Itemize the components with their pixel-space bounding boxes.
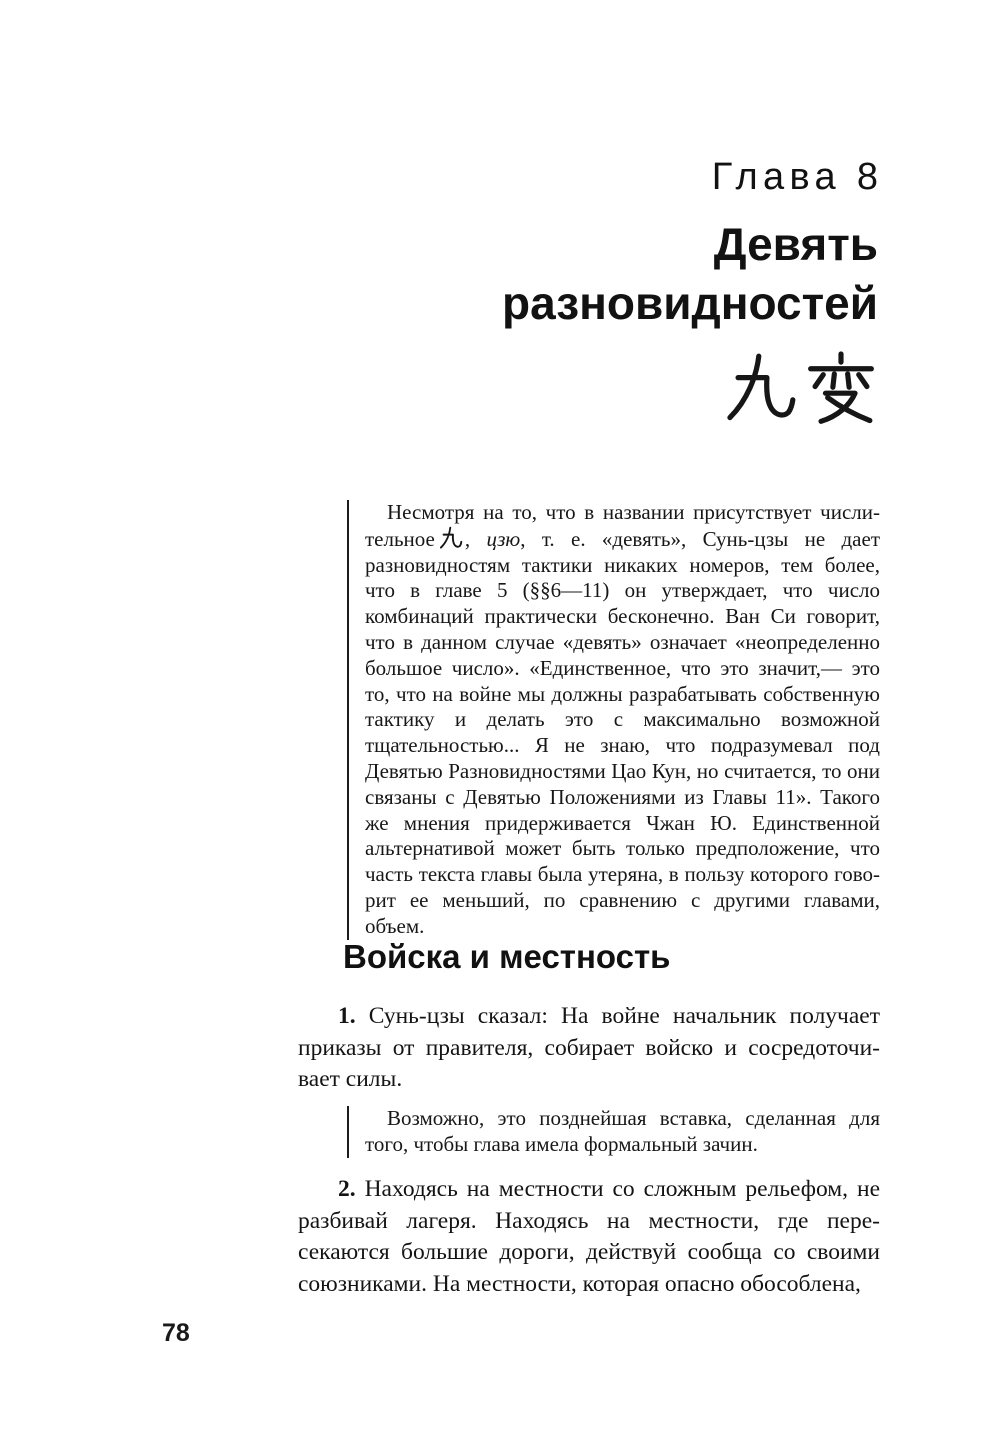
- commentary-1-part2: ,: [464, 526, 487, 551]
- hanzi-jiu-icon: [724, 351, 798, 425]
- hanzi-jiu-inline-icon: [439, 526, 463, 550]
- paragraph-1-number: 1.: [338, 1003, 356, 1029]
- hanzi-bian-icon: [804, 351, 878, 425]
- paragraph-1: [298, 1001, 880, 1096]
- commentary-1-part3: , т. е. «девять», Сунь-цзы не дает разновидностям тактики никаких номеров, тем более, что в главе 5 (§§6—11) он утверждает, что число комбинаций практически бесконечно. Ван Си говорит, что в данном случае «девять» означает «неопределенно большое число». «Единственное, что это значит,— это то, что на войне мы должны разрабатывать собственную тактику и делать это с максимально возможной тщательностью... Я не знаю, что подразумевал под Девятью Разновидностями Цао Кун, но считается, то они связаны с Девятью Положениями из Главы 11». Такого же мнения придерживается Чжан Ю. Единственной альтернативой может быть только предположение, что часть текста главы была утеряна, в пользу которого говорит ее меньший, по сравнению с другими главами, объем.: [365, 526, 881, 938]
- commentary-block-2: [298, 1106, 880, 1158]
- commentary-2-rule-box: [347, 1106, 880, 1158]
- paragraph-2-number: 2.: [338, 1176, 356, 1202]
- chapter-hanzi-title: [502, 351, 878, 425]
- chapter-header: [502, 155, 884, 425]
- commentary-block-1: [298, 500, 880, 940]
- paragraph-2: [298, 1174, 880, 1300]
- section-heading: Войска и местность: [343, 938, 671, 975]
- commentary-1-term: цзю: [486, 526, 521, 551]
- commentary-1-rule-box: [347, 500, 880, 940]
- paragraph-1-text: Сунь-цзы сказал: На войне начальник получает приказы от правителя, собирает войско и сосредоточивает силы.: [298, 1003, 880, 1093]
- commentary-1-text: [365, 500, 880, 940]
- page-number: 78: [162, 1319, 190, 1347]
- chapter-title-line2: разновидностей: [502, 277, 878, 329]
- commentary-2-text: Возможно, это позднейшая вставка, сделанная для того, чтобы глава имела формальный зачин.: [365, 1106, 880, 1156]
- chapter-title-line1: Девять: [713, 218, 878, 270]
- commentary-1-part1: Несмотря на то, что в названии присутствует числительное: [365, 500, 880, 551]
- chapter-label: Глава 8: [711, 156, 884, 198]
- paragraph-2-text: Находясь на местности со сложным рельефом, не разбивай лагеря. Находясь на местности, где пересекаются большие дороги, действуй сообща со своими союзниками. На местности, которая опасно обособлена,: [298, 1176, 880, 1297]
